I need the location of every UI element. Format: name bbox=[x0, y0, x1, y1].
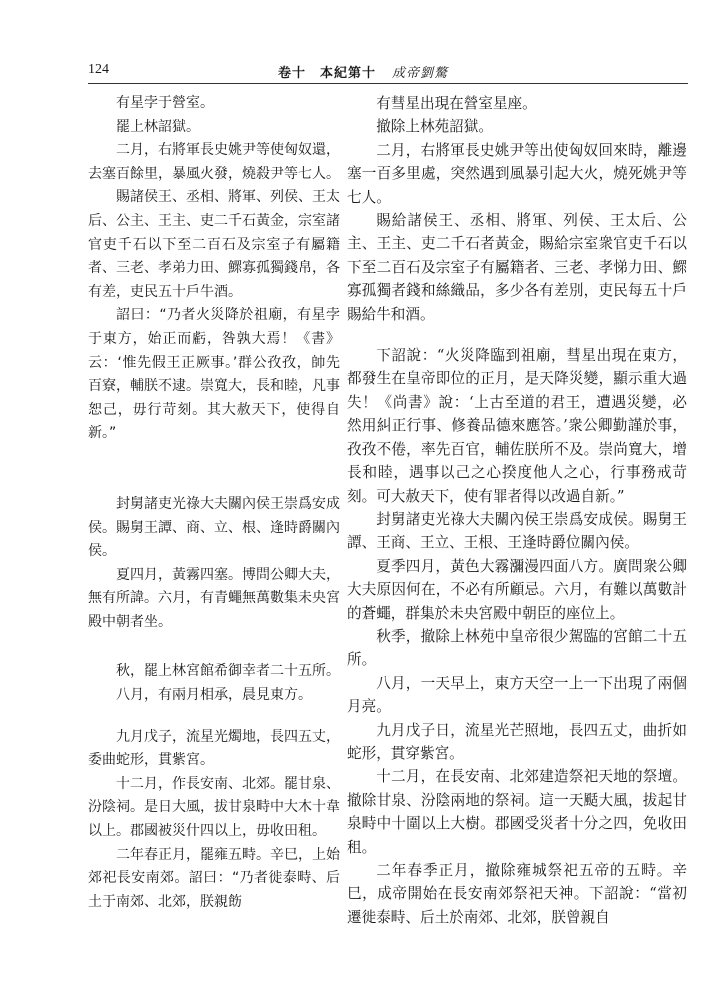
original-paragraph: 九月戊子，流星光燭地，長四五丈，委曲蛇形，貫紫宮。 bbox=[88, 728, 340, 769]
original-paragraph: 二年春正月，罷雍五畤。辛巳，上始郊祀長安南郊。詔曰：“乃者徙泰畤、后土于南郊、北郊，朕親飭 bbox=[88, 846, 340, 910]
page-number: 124 bbox=[88, 62, 109, 77]
original-paragraph: 封舅諸吏光祿大夫關內侯王崇爲安成侯。賜舅王譚、商、立、根、逢時爵關內侯。 bbox=[88, 495, 340, 560]
original-paragraph: 賜諸侯王、丞相、將軍、列侯、王太后、公主、王主、吏二千石黃金，宗室諸官吏千石以下至二百石及宗室子有屬籍者、三老、孝弟力田、鰥寡孤獨錢帛，各有差，吏民五十戶牛酒。 bbox=[88, 189, 340, 300]
translation-paragraph: 二年春季正月，撤除雍城祭祀五帝的五畤。辛巳，成帝開始在長安南郊祭祀天神。下詔說：“當初遷徙泰畤、后土於南郊、北郊，朕曾親自 bbox=[347, 862, 687, 926]
spacer bbox=[88, 634, 340, 660]
original-paragraph: 罷上林詔獄。 bbox=[116, 118, 200, 135]
translation-paragraph: 夏季四月，黃色大霧瀰漫四面八方。廣問衆公卿大夫原因何在，不必有所顧忌。六月，有難以萬數計的蒼蠅，群集於未央宮殿中朝臣的座位上。 bbox=[347, 557, 687, 622]
original-paragraph: 八月，有兩月相承，晨見東方。 bbox=[116, 687, 312, 704]
translation-paragraph: 有彗星出現在營室星座。 bbox=[376, 95, 537, 112]
original-paragraph: 秋，罷上林宮館希御幸者二十五所。 bbox=[116, 663, 340, 680]
translation-paragraph: 撤除上林苑詔獄。 bbox=[376, 118, 493, 136]
translation-paragraph: 八月，一天早上，東方天空一上一下出現了兩個月亮。 bbox=[347, 674, 687, 716]
spacer bbox=[347, 326, 687, 344]
running-head bbox=[278, 62, 448, 81]
translation-paragraph: 九月戊子日，流星光芒照地，長四五丈，曲折如蛇形，貫穿紫宮。 bbox=[347, 721, 687, 762]
original-paragraph: 十二月，作長安南、北郊。罷甘泉、汾陰祠。是日大風，拔甘泉畤中大木十韋以上。郡國被災什四以上，毋收田租。 bbox=[88, 775, 340, 840]
section-title: 成帝劉驁 bbox=[392, 66, 449, 81]
original-text-column bbox=[88, 92, 340, 914]
original-paragraph: 詔曰：“乃者火災降於祖廟，有星孛于東方，始正而虧，咎孰大焉！《書》云：‘惟先假王正厥事。’群公孜孜，帥先百寮，輔朕不逮。崇寬大，長和睦，凡事恕己，毋行苛刻。其大赦天下，使得自新。” bbox=[88, 307, 340, 442]
translation-paragraph: 十二月，在長安南、北郊建造祭祀天地的祭壇。撤除甘泉、汾陰兩地的祭祠。這一天颳大風，拔起甘泉畤中十圍以上大樹。郡國受災者十分之四，免收田租。 bbox=[347, 768, 687, 856]
original-paragraph: 二月，右將軍長史姚尹等使匈奴還，去塞百餘里，暴風火發，燒殺尹等七人。 bbox=[88, 142, 340, 182]
chapter-title: 卷十 本紀第十 bbox=[278, 66, 377, 81]
header-rule bbox=[88, 83, 688, 84]
translation-paragraph: 秋季，撤除上林苑中皇帝很少駕臨的宮館二十五所。 bbox=[347, 627, 687, 669]
spacer bbox=[88, 446, 340, 493]
translation-paragraph: 二月，右將軍長史姚尹等出使匈奴回來時，離邊塞一百多里處，突然遇到風暴引起大火，燒死姚尹等七人。 bbox=[347, 141, 687, 206]
translation-paragraph: 賜給諸侯王、丞相、將軍、列侯、王太后、公主、王主、吏二千石者黃金，賜給宗室衆官吏千石以下至二百石及宗室子有屬籍者、三老、孝悌力田、鰥寡孤獨者錢和絲織品，多少各有差別，吏民每五十戶賜給牛和酒。 bbox=[347, 212, 687, 323]
translation-paragraph: 下詔說：“火災降臨到祖廟，彗星出現在東方，都發生在皇帝即位的正月，是天降災變，顯示重大過失！《尚書》說：‘上古至道的君王，遭遇災變，必然用糾正行事、修養品德來應答。’衆公卿勤謹於事，孜孜不倦，率先百官，輔佐朕所不及。崇尚寬大，增長和睦，遇事以己之心揆度他人之心，行事務戒苛刻。可大赦天下，使有罪者得以改過自新。” bbox=[347, 347, 687, 505]
spacer bbox=[88, 708, 340, 726]
original-paragraph: 夏四月，黃霧四塞。博問公卿大夫，無有所諱。六月，有青蠅無萬數集未央宮殿中朝者坐。 bbox=[88, 566, 340, 630]
translation-paragraph: 封舅諸吏光祿大夫關內侯王崇爲安成侯。賜舅王譚、王商、王立、王根、王逢時爵位關內侯。 bbox=[347, 510, 687, 552]
translation-column bbox=[347, 92, 687, 929]
original-paragraph: 有星孛于營室。 bbox=[116, 95, 214, 111]
